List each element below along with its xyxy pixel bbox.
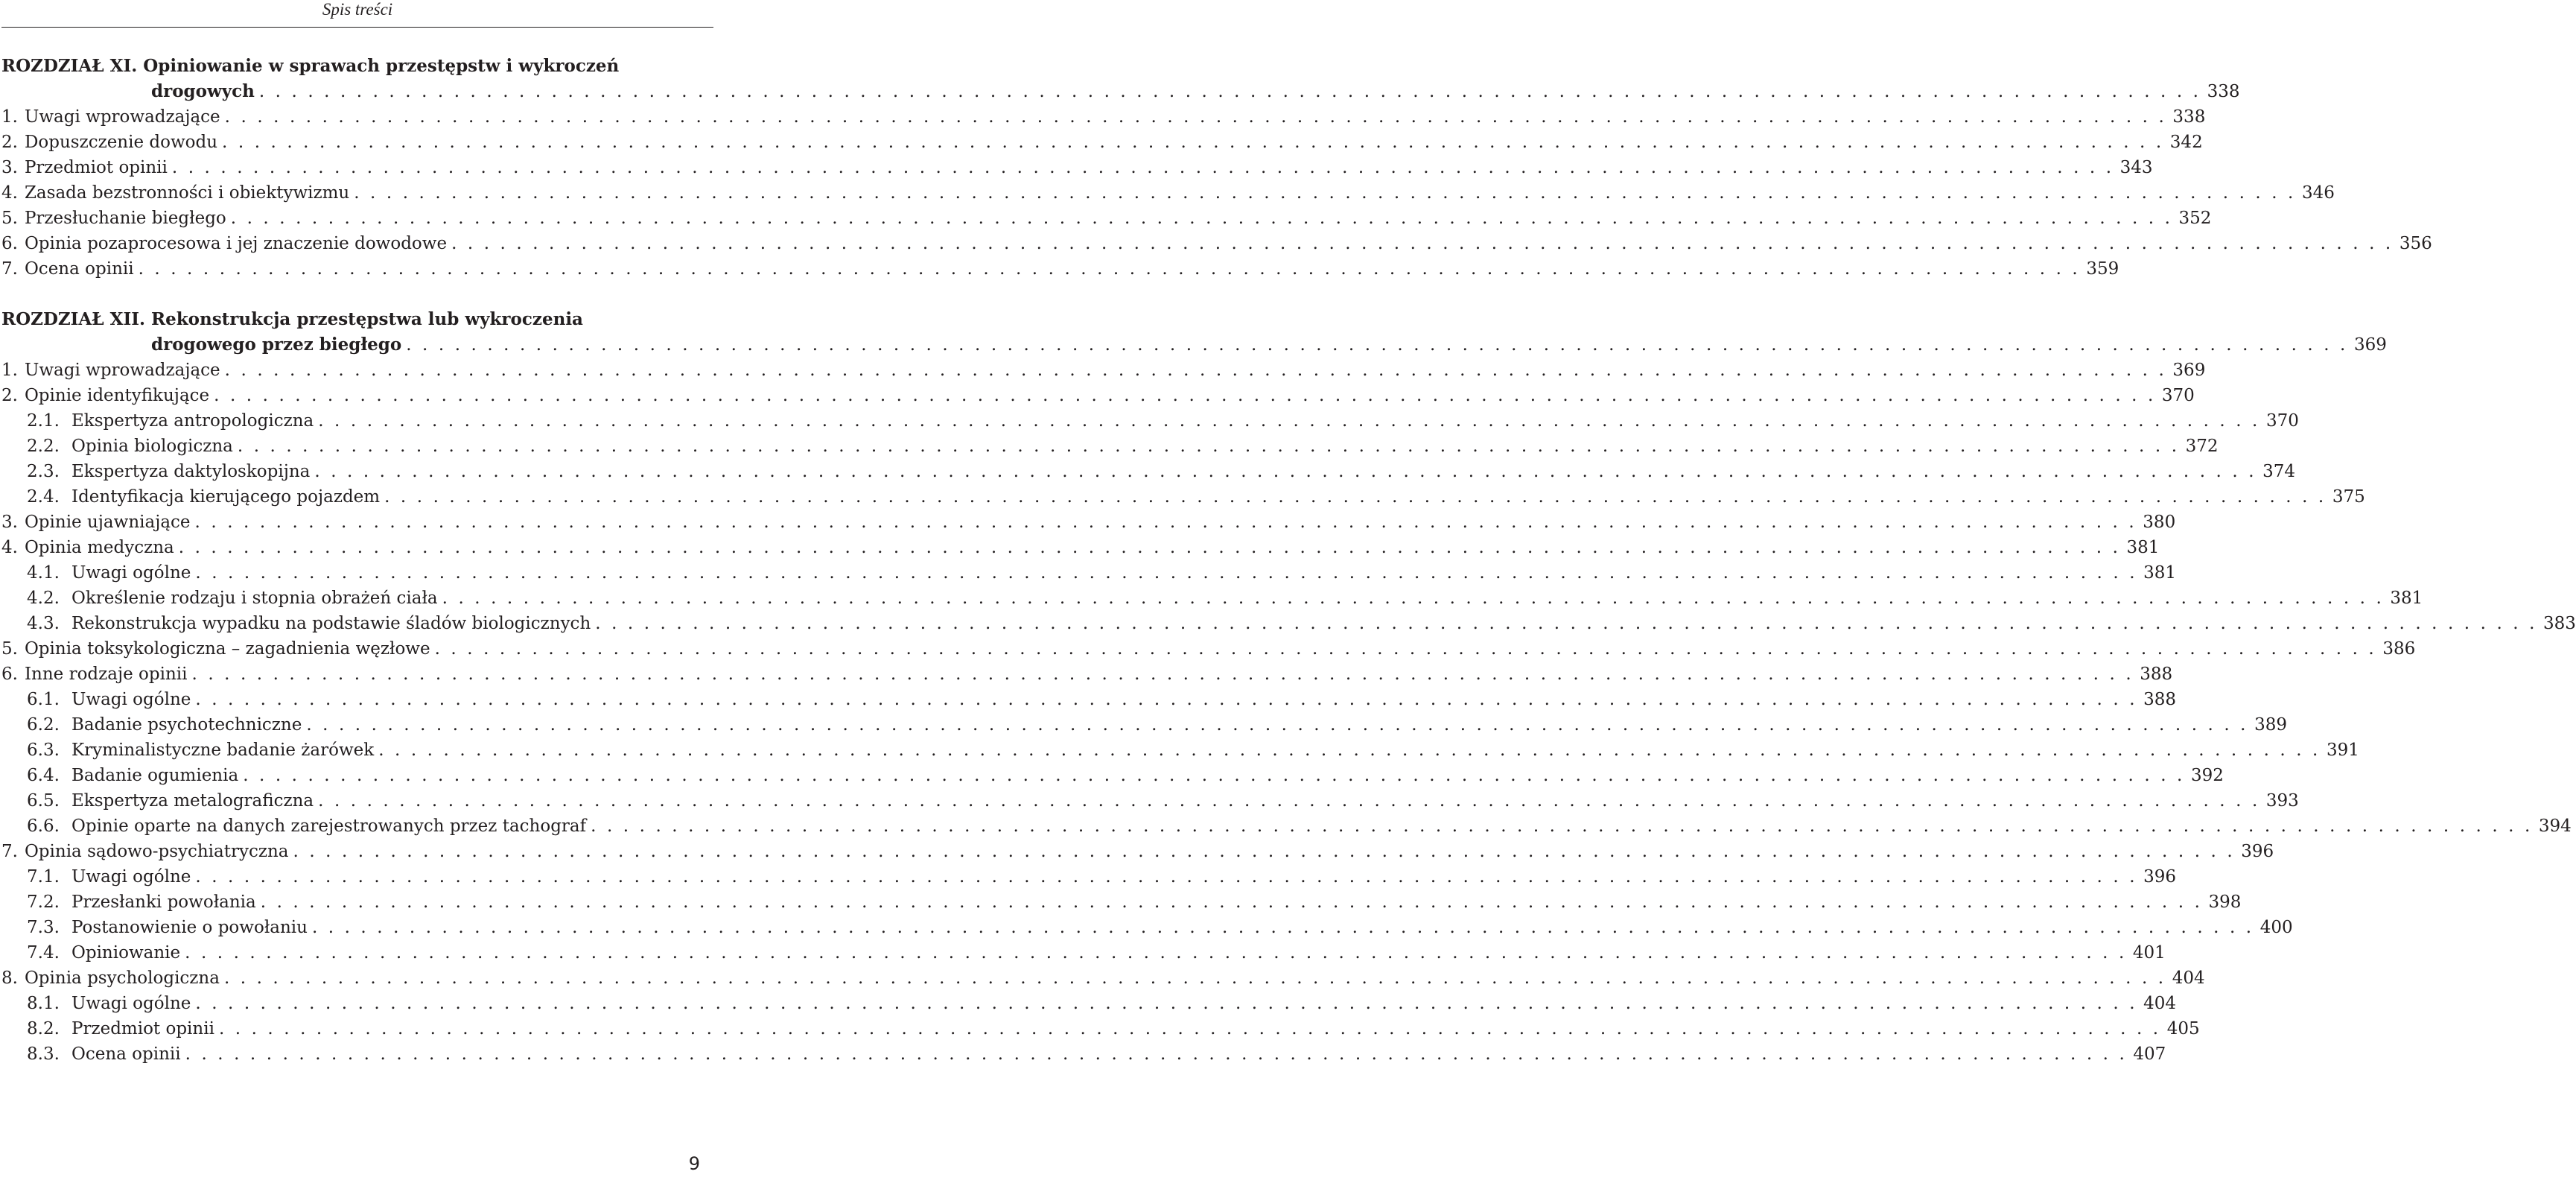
entry-title: Ocena opinii — [71, 1044, 181, 1064]
dot-leader: . . . . . . . . . . . . . . . . . . . . . . . . . . . . . . . . . . . . . . . . . . . . . . . . . . . . . . . . . . . . . . . . . . . . . . . . . . . . . . . . . . . . . . . . . . . . . . . . . . . . . . . . . . . . . . . . . . . . . . . . — [195, 563, 2138, 583]
dot-leader: . . . . . . . . . . . . . . . . . . . . . . . . . . . . . . . . . . . . . . . . . . . . . . . . . . . . . . . . . . . . . . . . . . . . . . . . . . . . . . . . . . . . . . . . . . . . . . . . . . . . . . . . . . . . . . . . . . . . . . . . — [442, 589, 2385, 608]
entry-page-number: 396 — [2241, 842, 2274, 861]
entry-title: Badanie ogumienia — [71, 766, 239, 785]
dot-leader: . . . . . . . . . . . . . . . . . . . . . . . . . . . . . . . . . . . . . . . . . . . . . . . . . . . . . . . . . . . . . . . . . . . . . . . . . . . . . . . . . . . . . . . . . . . . . . . . . . . . . . . . . . . . . . . . . . . . . . . . — [406, 335, 2348, 355]
entry-number: 2.3. — [27, 462, 60, 481]
entry-number: 6.2. — [27, 715, 60, 735]
chapter-heading-continued — [1, 79, 2240, 104]
entry-number: 5. — [1, 209, 18, 228]
entry-title: Uwagi ogólne — [71, 867, 191, 887]
dot-leader: . . . . . . . . . . . . . . . . . . . . . . . . . . . . . . . . . . . . . . . . . . . . . . . . . . . . . . . . . . . . . . . . . . . . . . . . . . . . . . . . . . . . . . . . . . . . . . . . . . . . . . . . . . . . . . . . . . . . . . . . — [384, 487, 2327, 507]
dot-leader: . . . . . . . . . . . . . . . . . . . . . . . . . . . . . . . . . . . . . . . . . . . . . . . . . . . . . . . . . . . . . . . . . . . . . . . . . . . . . . . . . . . . . . . . . . . . . . . . . . . . . . . . . . . . . . . . . . . . . . . . — [195, 690, 2138, 709]
entry-title: Przesłanki powołania — [71, 892, 256, 912]
entry-title: Ekspertyza daktyloskopijna — [71, 462, 311, 481]
toc-entry — [1, 636, 2416, 662]
entry-number: 1. — [1, 361, 18, 380]
toc-entry — [1, 434, 2219, 459]
entry-title: Przedmiot opinii — [71, 1019, 214, 1039]
toc-entry — [1, 788, 2299, 814]
entry-number: 7.1. — [27, 867, 60, 887]
dot-leader: . . . . . . . . . . . . . . . . . . . . . . . . . . . . . . . . . . . . . . . . . . . . . . . . . . . . . . . . . . . . . . . . . . . . . . . . . . . . . . . . . . . . . . . . . . . . . . . . . . . . . . . . . . . . . . . . . . . . . . . . — [260, 892, 2203, 912]
dot-leader: . . . . . . . . . . . . . . . . . . . . . . . . . . . . . . . . . . . . . . . . . . . . . . . . . . . . . . . . . . . . . . . . . . . . . . . . . . . . . . . . . . . . . . . . . . . . . . . . . . . . . . . . . . . . . . . . . . . . . . . . — [138, 259, 2081, 279]
entry-number: 7. — [1, 259, 18, 279]
entry-title: Przedmiot opinii — [24, 158, 168, 177]
entry-page-number: 392 — [2190, 766, 2224, 785]
entry-number: 7.2. — [27, 892, 60, 912]
chapter-page-number: 369 — [2353, 335, 2387, 355]
entry-number: 3. — [1, 513, 18, 532]
toc-entry — [1, 611, 2576, 636]
entry-page-number: 338 — [2172, 107, 2206, 127]
chapter-page-number: 338 — [2207, 82, 2240, 101]
entry-page-number: 391 — [2326, 741, 2359, 760]
toc-entry — [1, 535, 2160, 560]
toc-entry — [1, 814, 2572, 839]
entry-number: 6.5. — [27, 791, 60, 811]
entry-title: Zasada bezstronności i obiektywizmu — [24, 183, 350, 203]
entry-page-number: 401 — [2132, 943, 2166, 963]
entry-number: 4.3. — [27, 614, 60, 633]
entry-page-number: 388 — [2143, 690, 2177, 709]
toc-entry — [1, 408, 2299, 434]
toc-entry — [1, 687, 2177, 712]
dot-leader: . . . . . . . . . . . . . . . . . . . . . . . . . . . . . . . . . . . . . . . . . . . . . . . . . . . . . . . . . . . . . . . . . . . . . . . . . . . . . . . . . . . . . . . . . . . . . . . . . . . . . . . . . . . . . . . . . . . . . . . . — [224, 361, 2167, 380]
entry-title: Kryminalistyczne badanie żarówek — [71, 741, 375, 760]
dot-leader: . . . . . . . . . . . . . . . . . . . . . . . . . . . . . . . . . . . . . . . . . . . . . . . . . . . . . . . . . . . . . . . . . . . . . . . . . . . . . . . . . . . . . . . . . . . . . . . . . . . . . . . . . . . . . . . . . . . . . . . . — [223, 968, 2166, 988]
chapter-heading-line2: drogowych — [151, 81, 255, 101]
dot-leader: . . . . . . . . . . . . . . . . . . . . . . . . . . . . . . . . . . . . . . . . . . . . . . . . . . . . . . . . . . . . . . . . . . . . . . . . . . . . . . . . . . . . . . . . . . . . . . . . . . . . . . . . . . . . . . . . . . . . . . . . — [434, 639, 2377, 659]
dot-leader: . . . . . . . . . . . . . . . . . . . . . . . . . . . . . . . . . . . . . . . . . . . . . . . . . . . . . . . . . . . . . . . . . . . . . . . . . . . . . . . . . . . . . . . . . . . . . . . . . . . . . . . . . . . . . . . . . . . . . . . . — [222, 133, 2164, 152]
entry-number: 8. — [1, 968, 18, 988]
entry-number: 2.1. — [27, 411, 60, 431]
entry-page-number: 381 — [2143, 563, 2177, 583]
dot-leader: . . . . . . . . . . . . . . . . . . . . . . . . . . . . . . . . . . . . . . . . . . . . . . . . . . . . . . . . . . . . . . . . . . . . . . . . . . . . . . . . . . . . . . . . . . . . . . . . . . . . . . . . . . . . . . . . . . . . . . . . — [195, 867, 2138, 887]
dot-leader: . . . . . . . . . . . . . . . . . . . . . . . . . . . . . . . . . . . . . . . . . . . . . . . . . . . . . . . . . . . . . . . . . . . . . . . . . . . . . . . . . . . . . . . . . . . . . . . . . . . . . . . . . . . . . . . . . . . . . . . . — [224, 107, 2167, 127]
toc-entry — [1, 383, 2195, 408]
entry-title: Ekspertyza antropologiczna — [71, 411, 314, 431]
entry-number: 6. — [1, 665, 18, 684]
dot-leader: . . . . . . . . . . . . . . . . . . . . . . . . . . . . . . . . . . . . . . . . . . . . . . . . . . . . . . . . . . . . . . . . . . . . . . . . . . . . . . . . . . . . . . . . . . . . . . . . . . . . . . . . . . . . . . . . . . . . . . . . — [178, 538, 2121, 557]
toc-entry — [1, 1041, 2166, 1067]
entry-number: 4.2. — [27, 589, 60, 608]
dot-leader: . . . . . . . . . . . . . . . . . . . . . . . . . . . . . . . . . . . . . . . . . . . . . . . . . . . . . . . . . . . . . . . . . . . . . . . . . . . . . . . . . . . . . . . . . . . . . . . . . . . . . . . . . . . . . . . . . . . . . . . . — [595, 614, 2538, 633]
toc-entry — [1, 358, 2206, 383]
dot-leader: . . . . . . . . . . . . . . . . . . . . . . . . . . . . . . . . . . . . . . . . . . . . . . . . . . . . . . . . . . . . . . . . . . . . . . . . . . . . . . . . . . . . . . . . . . . . . . . . . . . . . . . . . . . . . . . . . . . . . . . . — [451, 234, 2394, 253]
entry-page-number: 388 — [2140, 665, 2173, 684]
table-of-contents — [1, 54, 2576, 1067]
entry-page-number: 383 — [2543, 614, 2576, 633]
entry-title: Opinia pozaprocesowa i jej znaczenie dowodowe — [24, 234, 448, 253]
entry-page-number: 393 — [2265, 791, 2299, 811]
entry-number: 8.2. — [27, 1019, 60, 1039]
entry-title: Opinia sądowo-psychiatryczna — [24, 842, 289, 861]
toc-entry — [1, 763, 2224, 788]
entry-title: Opinie ujawniające — [24, 513, 191, 532]
entry-page-number: 370 — [2161, 386, 2195, 405]
entry-title: Ekspertyza metalograficzna — [71, 791, 314, 811]
entry-title: Uwagi ogólne — [71, 690, 191, 709]
entry-page-number: 407 — [2133, 1044, 2166, 1064]
entry-title: Opinie oparte na danych zarejestrowanych przez tachograf — [71, 817, 587, 836]
running-head-title: Spis treści — [322, 0, 393, 19]
entry-number: 4.1. — [27, 563, 60, 583]
toc-entry — [1, 206, 2212, 231]
entry-number: 6. — [1, 234, 18, 253]
dot-leader: . . . . . . . . . . . . . . . . . . . . . . . . . . . . . . . . . . . . . . . . . . . . . . . . . . . . . . . . . . . . . . . . . . . . . . . . . . . . . . . . . . . . . . . . . . . . . . . . . . . . . . . . . . . . . . . . . . . . . . . . — [258, 82, 2201, 101]
entry-number: 7.3. — [27, 918, 60, 937]
entry-title: Określenie rodzaju i stopnia obrażeń ciała — [71, 589, 438, 608]
dot-leader: . . . . . . . . . . . . . . . . . . . . . . . . . . . . . . . . . . . . . . . . . . . . . . . . . . . . . . . . . . . . . . . . . . . . . . . . . . . . . . . . . . . . . . . . . . . . . . . . . . . . . . . . . . . . . . . . . . . . . . . . — [191, 665, 2134, 684]
dot-leader: . . . . . . . . . . . . . . . . . . . . . . . . . . . . . . . . . . . . . . . . . . . . . . . . . . . . . . . . . . . . . . . . . . . . . . . . . . . . . . . . . . . . . . . . . . . . . . . . . . . . . . . . . . . . . . . . . . . . . . . . — [306, 715, 2249, 735]
entry-number: 8.3. — [27, 1044, 60, 1064]
toc-entry — [1, 256, 2119, 282]
entry-page-number: 346 — [2301, 183, 2335, 203]
entry-page-number: 404 — [2143, 994, 2177, 1013]
entry-number: 6.6. — [27, 817, 60, 836]
chapter-gap — [1, 282, 712, 307]
entry-title: Badanie psychotechniczne — [71, 715, 302, 735]
toc-entry — [1, 510, 2176, 535]
entry-number: 6.1. — [27, 690, 60, 709]
dot-leader: . . . . . . . . . . . . . . . . . . . . . . . . . . . . . . . . . . . . . . . . . . . . . . . . . . . . . . . . . . . . . . . . . . . . . . . . . . . . . . . . . . . . . . . . . . . . . . . . . . . . . . . . . . . . . . . . . . . . . . . . — [185, 943, 2127, 963]
entry-number: 8.1. — [27, 994, 60, 1013]
entry-title: Identyfikacja kierującego pojazdem — [71, 487, 381, 507]
toc-entry — [1, 662, 2173, 687]
toc-entry — [1, 130, 2203, 155]
entry-title: Ocena opinii — [24, 259, 134, 279]
dot-leader: . . . . . . . . . . . . . . . . . . . . . . . . . . . . . . . . . . . . . . . . . . . . . . . . . . . . . . . . . . . . . . . . . . . . . . . . . . . . . . . . . . . . . . . . . . . . . . . . . . . . . . . . . . . . . . . . . . . . . . . . — [214, 386, 2156, 405]
entry-page-number: 359 — [2086, 259, 2119, 279]
entry-number: 7.4. — [27, 943, 60, 963]
entry-title: Uwagi ogólne — [71, 994, 191, 1013]
toc-entry — [1, 712, 2287, 738]
entry-title: Uwagi wprowadzające — [24, 361, 220, 380]
entry-number: 1. — [1, 107, 18, 127]
dot-leader: . . . . . . . . . . . . . . . . . . . . . . . . . . . . . . . . . . . . . . . . . . . . . . . . . . . . . . . . . . . . . . . . . . . . . . . . . . . . . . . . . . . . . . . . . . . . . . . . . . . . . . . . . . . . . . . . . . . . . . . . — [318, 791, 2260, 811]
entry-page-number: 400 — [2259, 918, 2293, 937]
entry-number: 2. — [1, 133, 18, 152]
dot-leader: . . . . . . . . . . . . . . . . . . . . . . . . . . . . . . . . . . . . . . . . . . . . . . . . . . . . . . . . . . . . . . . . . . . . . . . . . . . . . . . . . . . . . . . . . . . . . . . . . . . . . . . . . . . . . . . . . . . . . . . . — [230, 209, 2173, 228]
dot-leader: . . . . . . . . . . . . . . . . . . . . . . . . . . . . . . . . . . . . . . . . . . . . . . . . . . . . . . . . . . . . . . . . . . . . . . . . . . . . . . . . . . . . . . . . . . . . . . . . . . . . . . . . . . . . . . . . . . . . . . . . — [318, 411, 2260, 431]
chapter-heading: ROZDZIAŁ XII. Rekonstrukcja przestępstwa lub wykroczenia — [1, 309, 583, 329]
entry-number: 7. — [1, 842, 18, 861]
toc-entry — [1, 231, 2432, 256]
entry-title: Rekonstrukcja wypadku na podstawie śladów biologicznych — [71, 614, 591, 633]
entry-number: 5. — [1, 639, 18, 659]
toc-entry — [1, 586, 2423, 611]
entry-page-number: 343 — [2119, 158, 2153, 177]
entry-title: Dopuszczenie dowodu — [24, 133, 218, 152]
entry-title: Opinia biologiczna — [71, 437, 233, 456]
entry-page-number: 369 — [2172, 361, 2206, 380]
toc-entry — [1, 839, 2274, 864]
entry-page-number: 405 — [2166, 1019, 2200, 1039]
entry-number: 4. — [1, 538, 18, 557]
entry-page-number: 394 — [2538, 817, 2572, 836]
dot-leader: . . . . . . . . . . . . . . . . . . . . . . . . . . . . . . . . . . . . . . . . . . . . . . . . . . . . . . . . . . . . . . . . . . . . . . . . . . . . . . . . . . . . . . . . . . . . . . . . . . . . . . . . . . . . . . . . . . . . . . . . — [218, 1019, 2161, 1039]
toc-entry — [1, 966, 2205, 991]
dot-leader: . . . . . . . . . . . . . . . . . . . . . . . . . . . . . . . . . . . . . . . . . . . . . . . . . . . . . . . . . . . . . . . . . . . . . . . . . . . . . . . . . . . . . . . . . . . . . . . . . . . . . . . . . . . . . . . . . . . . . . . . — [243, 766, 2185, 785]
entry-page-number: 389 — [2254, 715, 2287, 735]
entry-page-number: 370 — [2265, 411, 2299, 431]
entry-page-number: 396 — [2143, 867, 2177, 887]
entry-page-number: 375 — [2332, 487, 2365, 507]
chapter-heading-continued — [1, 332, 2387, 358]
dot-leader: . . . . . . . . . . . . . . . . . . . . . . . . . . . . . . . . . . . . . . . . . . . . . . . . . . . . . . . . . . . . . . . . . . . . . . . . . . . . . . . . . . . . . . . . . . . . . . . . . . . . . . . . . . . . . . . . . . . . . . . . — [311, 918, 2254, 937]
entry-number: 6.4. — [27, 766, 60, 785]
entry-page-number: 398 — [2208, 892, 2242, 912]
toc-entry — [1, 940, 2166, 966]
entry-title: Opinie identyfikujące — [24, 386, 210, 405]
toc-entry — [1, 180, 2335, 206]
dot-leader: . . . . . . . . . . . . . . . . . . . . . . . . . . . . . . . . . . . . . . . . . . . . . . . . . . . . . . . . . . . . . . . . . . . . . . . . . . . . . . . . . . . . . . . . . . . . . . . . . . . . . . . . . . . . . . . . . . . . . . . . — [237, 437, 2180, 456]
entry-title: Inne rodzaje opinii — [24, 665, 188, 684]
entry-title: Uwagi wprowadzające — [24, 107, 220, 127]
entry-title: Przesłuchanie biegłego — [24, 209, 226, 228]
entry-page-number: 342 — [2169, 133, 2203, 152]
chapter-heading: ROZDZIAŁ XI. Opiniowanie w sprawach przestępstw i wykroczeń — [1, 56, 620, 76]
dot-leader: . . . . . . . . . . . . . . . . . . . . . . . . . . . . . . . . . . . . . . . . . . . . . . . . . . . . . . . . . . . . . . . . . . . . . . . . . . . . . . . . . . . . . . . . . . . . . . . . . . . . . . . . . . . . . . . . . . . . . . . . — [378, 741, 2321, 760]
entry-page-number: 380 — [2143, 513, 2176, 532]
entry-title: Postanowienie o powołaniu — [71, 918, 308, 937]
entry-number: 2.4. — [27, 487, 60, 507]
toc-entry — [1, 864, 2177, 890]
toc-entry — [1, 155, 2153, 180]
dot-leader: . . . . . . . . . . . . . . . . . . . . . . . . . . . . . . . . . . . . . . . . . . . . . . . . . . . . . . . . . . . . . . . . . . . . . . . . . . . . . . . . . . . . . . . . . . . . . . . . . . . . . . . . . . . . . . . . . . . . . . . . — [185, 1044, 2128, 1064]
entry-title: Opinia toksykologiczna – zagadnienia węzłowe — [24, 639, 430, 659]
toc-entry — [1, 890, 2242, 915]
toc-entry — [1, 459, 2296, 484]
entry-page-number: 374 — [2262, 462, 2296, 481]
entry-page-number: 372 — [2185, 437, 2219, 456]
dot-leader: . . . . . . . . . . . . . . . . . . . . . . . . . . . . . . . . . . . . . . . . . . . . . . . . . . . . . . . . . . . . . . . . . . . . . . . . . . . . . . . . . . . . . . . . . . . . . . . . . . . . . . . . . . . . . . . . . . . . . . . . — [171, 158, 2114, 177]
running-head — [0, 0, 715, 27]
entry-number: 6.3. — [27, 741, 60, 760]
toc-entry — [1, 991, 2177, 1016]
chapter-heading-line2: drogowego przez biegłego — [151, 334, 402, 355]
dot-leader: . . . . . . . . . . . . . . . . . . . . . . . . . . . . . . . . . . . . . . . . . . . . . . . . . . . . . . . . . . . . . . . . . . . . . . . . . . . . . . . . . . . . . . . . . . . . . . . . . . . . . . . . . . . . . . . . . . . . . . . . — [314, 462, 2257, 481]
entry-title: Opiniowanie — [71, 943, 181, 963]
dot-leader: . . . . . . . . . . . . . . . . . . . . . . . . . . . . . . . . . . . . . . . . . . . . . . . . . . . . . . . . . . . . . . . . . . . . . . . . . . . . . . . . . . . . . . . . . . . . . . . . . . . . . . . . . . . . . . . . . . . . . . . . — [195, 994, 2138, 1013]
entry-title: Opinia medyczna — [24, 538, 174, 557]
dot-leader: . . . . . . . . . . . . . . . . . . . . . . . . . . . . . . . . . . . . . . . . . . . . . . . . . . . . . . . . . . . . . . . . . . . . . . . . . . . . . . . . . . . . . . . . . . . . . . . . . . . . . . . . . . . . . . . . . . . . . . . . — [591, 817, 2533, 836]
entry-title: Uwagi ogólne — [71, 563, 191, 583]
header-rule — [1, 27, 713, 28]
entry-number: 4. — [1, 183, 18, 203]
entry-number: 2.2. — [27, 437, 60, 456]
dot-leader: . . . . . . . . . . . . . . . . . . . . . . . . . . . . . . . . . . . . . . . . . . . . . . . . . . . . . . . . . . . . . . . . . . . . . . . . . . . . . . . . . . . . . . . . . . . . . . . . . . . . . . . . . . . . . . . . . . . . . . . . — [194, 513, 2137, 532]
entry-page-number: 386 — [2382, 639, 2416, 659]
toc-entry — [1, 738, 2359, 763]
page-number: 9 — [688, 1153, 700, 1174]
toc-entry — [1, 1016, 2200, 1041]
toc-entry — [1, 915, 2293, 940]
entry-page-number: 381 — [2126, 538, 2160, 557]
entry-page-number: 356 — [2399, 234, 2432, 253]
entry-title: Opinia psychologiczna — [24, 968, 220, 988]
entry-page-number: 404 — [2172, 968, 2205, 988]
dot-leader: . . . . . . . . . . . . . . . . . . . . . . . . . . . . . . . . . . . . . . . . . . . . . . . . . . . . . . . . . . . . . . . . . . . . . . . . . . . . . . . . . . . . . . . . . . . . . . . . . . . . . . . . . . . . . . . . . . . . . . . . — [293, 842, 2236, 861]
entry-page-number: 352 — [2178, 209, 2212, 228]
toc-entry — [1, 484, 2365, 510]
entry-number: 3. — [1, 158, 18, 177]
dot-leader: . . . . . . . . . . . . . . . . . . . . . . . . . . . . . . . . . . . . . . . . . . . . . . . . . . . . . . . . . . . . . . . . . . . . . . . . . . . . . . . . . . . . . . . . . . . . . . . . . . . . . . . . . . . . . . . . . . . . . . . . — [354, 183, 2296, 203]
entry-number: 2. — [1, 386, 18, 405]
entry-page-number: 381 — [2390, 589, 2423, 608]
toc-entry — [1, 104, 2206, 130]
toc-entry — [1, 560, 2177, 586]
